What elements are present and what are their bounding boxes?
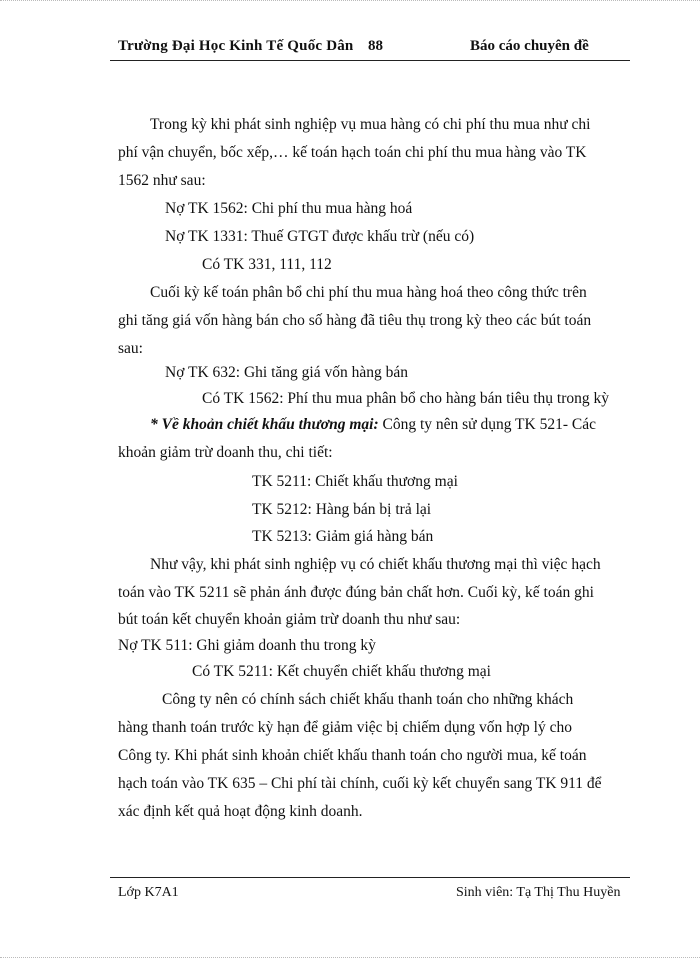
- section-heading: * Về khoản chiết khấu thương mại:: [150, 416, 379, 433]
- body-line: Nợ TK 632: Ghi tăng giá vốn hàng bán: [165, 364, 408, 381]
- body-line: sau:: [118, 340, 143, 357]
- body-line: Như vậy, khi phát sinh nghiệp vụ có chiết khấu thương mại thì việc hạch: [150, 556, 601, 573]
- body-line: Có TK 1562: Phí thu mua phân bổ cho hàng bán tiêu thụ trong kỳ: [202, 390, 609, 407]
- body-line: TK 5212: Hàng bán bị trả lại: [252, 501, 432, 518]
- body-line: Có TK 5211: Kết chuyển chiết khấu thương mại: [192, 663, 491, 680]
- body-line: Nợ TK 1562: Chi phí thu mua hàng hoá: [165, 200, 413, 217]
- footer-rule: [110, 877, 630, 878]
- header-page-number: 88: [368, 38, 383, 54]
- body-line: TK 5213: Giảm giá hàng bán: [252, 528, 434, 545]
- body-line: khoản giảm trừ doanh thu, chi tiết:: [118, 444, 333, 461]
- header-rule: [110, 60, 630, 61]
- header-report-type: Báo cáo chuyên đề: [470, 38, 589, 54]
- body-line: xác định kết quả hoạt động kinh doanh.: [118, 803, 363, 820]
- body-line-with-heading: [150, 415, 596, 435]
- footer-class: Lớp K7A1: [118, 885, 179, 900]
- body-line: TK 5211: Chiết khấu thương mại: [252, 473, 458, 490]
- body-line: ghi tăng giá vốn hàng bán cho số hàng đã tiêu thụ trong kỳ theo các bút toán: [118, 312, 592, 329]
- page-bottom-edge: [0, 957, 700, 958]
- body-line: Trong kỳ khi phát sinh nghiệp vụ mua hàng có chi phí thu mua như chi: [150, 116, 591, 133]
- body-line: phí vận chuyển, bốc xếp,… kế toán hạch toán chi phí thu mua hàng vào TK: [118, 144, 587, 161]
- body-line: bút toán kết chuyển khoản giảm trừ doanh thu như sau:: [118, 611, 461, 628]
- body-line: Có TK 331, 111, 112: [202, 256, 332, 273]
- body-line: Cuối kỳ kế toán phân bổ chi phí thu mua hàng hoá theo công thức trên: [150, 284, 587, 301]
- body-line: toán vào TK 5211 sẽ phản ánh được đúng bản chất hơn. Cuối kỳ, kế toán ghi: [118, 584, 594, 601]
- footer-student: Sinh viên: Tạ Thị Thu Huyền: [456, 885, 621, 900]
- body-line: Công ty. Khi phát sinh khoản chiết khấu thanh toán cho người mua, kế toán: [118, 747, 587, 764]
- body-line: 1562 như sau:: [118, 172, 206, 189]
- body-line: Công ty nên sử dụng TK 521- Các: [382, 416, 596, 433]
- body-line: hàng thanh toán trước kỳ hạn để giảm việc bị chiếm dụng vốn hợp lý cho: [118, 719, 572, 736]
- body-line: Nợ TK 1331: Thuế GTGT được khấu trừ (nếu có): [165, 228, 475, 245]
- page-top-edge: [0, 0, 700, 1]
- body-line: hạch toán vào TK 635 – Chi phí tài chính, cuối kỳ kết chuyển sang TK 911 để: [118, 775, 602, 792]
- header-school: Trường Đại Học Kinh Tế Quốc Dân: [118, 38, 354, 54]
- body-line: Nợ TK 511: Ghi giảm doanh thu trong kỳ: [118, 637, 376, 654]
- body-line: Công ty nên có chính sách chiết khấu thanh toán cho những khách: [162, 691, 574, 708]
